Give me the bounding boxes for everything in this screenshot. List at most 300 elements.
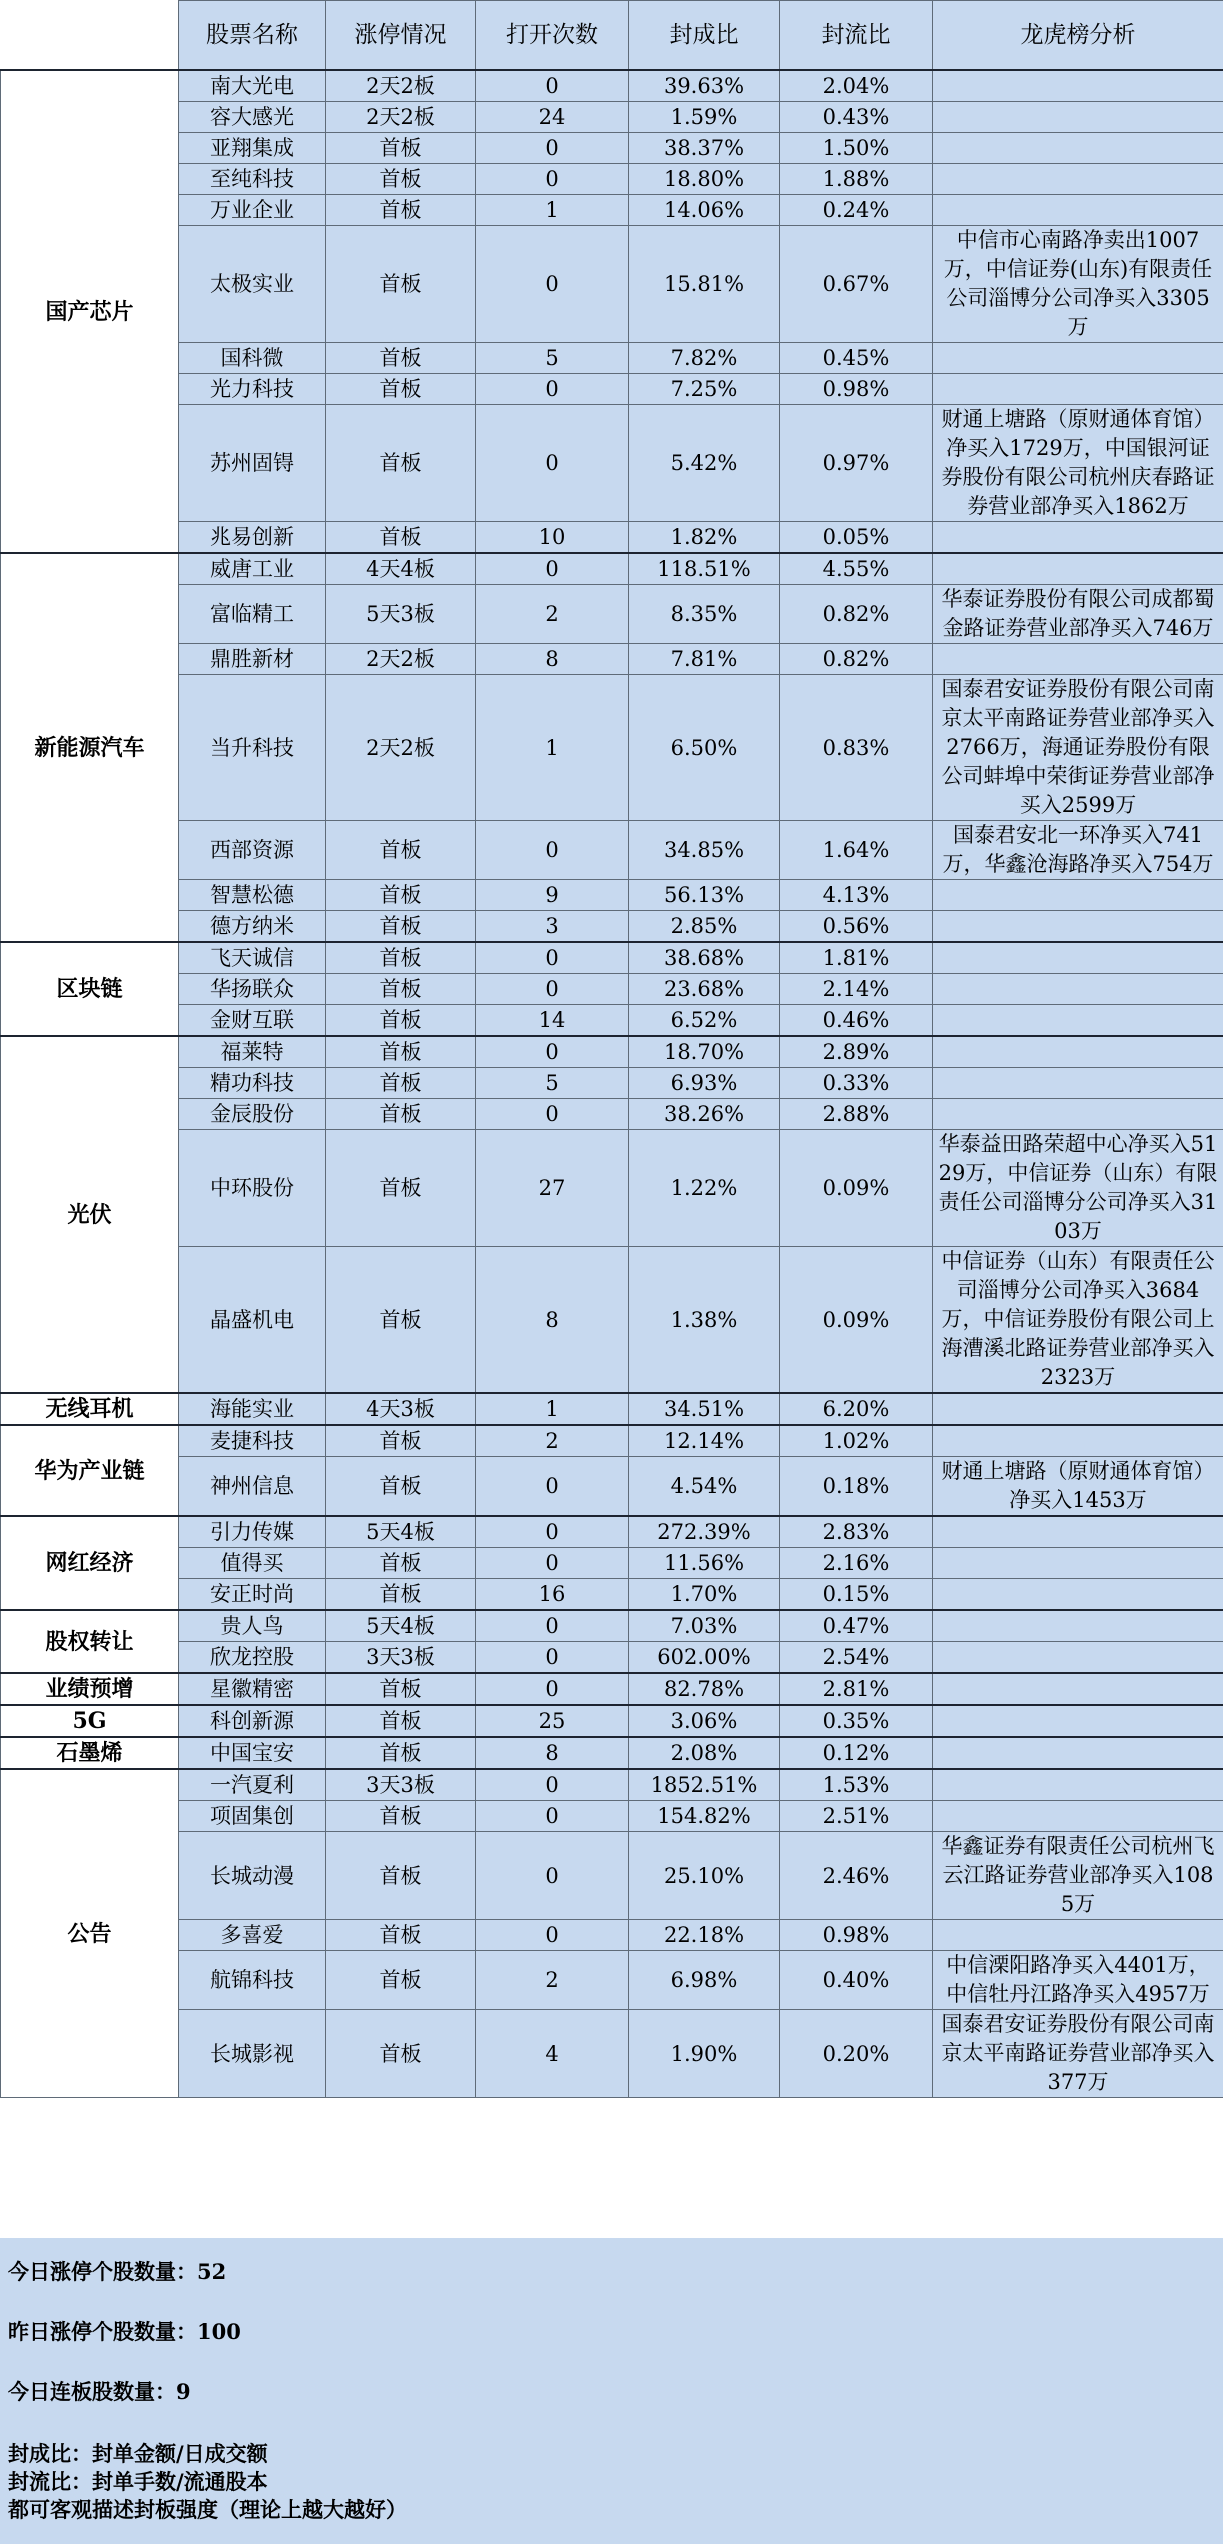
seal-float-cell: 1.50% [780, 133, 933, 164]
dragon-tiger-analysis-cell [933, 1579, 1223, 1611]
dragon-tiger-analysis-cell [933, 195, 1223, 226]
table-row [1, 1920, 1223, 1951]
dragon-tiger-analysis-cell: 中信证券（山东）有限责任公司淄博分公司净买入3684万，中信证券股份有限公司上海漕溪北路证券营业部净买入2323万 [933, 1247, 1223, 1394]
limit-status-cell: 首板 [326, 1673, 476, 1705]
stock-name-cell: 亚翔集成 [179, 133, 326, 164]
stock-name-cell: 富临精工 [179, 585, 326, 644]
seal-turnover-cell: 18.70% [629, 1036, 780, 1068]
open-count-cell: 0 [476, 1832, 629, 1920]
limit-status-cell: 5天4板 [326, 1610, 476, 1642]
sector-name-cell: 石墨烯 [1, 1737, 179, 1769]
table-row [1, 1099, 1223, 1130]
summary-footer [0, 2238, 1223, 2544]
seal-float-cell: 0.20% [780, 2010, 933, 2098]
stock-name-cell: 光力科技 [179, 374, 326, 405]
dragon-tiger-analysis-cell: 国泰君安北一环净买入741万，华鑫沧海路净买入754万 [933, 821, 1223, 880]
open-count-cell: 0 [476, 70, 629, 102]
limit-status-cell: 首板 [326, 1130, 476, 1247]
seal-float-cell: 0.24% [780, 195, 933, 226]
stock-name-cell: 兆易创新 [179, 522, 326, 554]
seal-turnover-cell: 7.25% [629, 374, 780, 405]
stock-name-cell: 麦捷科技 [179, 1425, 326, 1457]
table-row [1, 585, 1223, 644]
limit-status-cell: 首板 [326, 1801, 476, 1832]
open-count-cell: 10 [476, 522, 629, 554]
seal-turnover-cell: 12.14% [629, 1425, 780, 1457]
limit-status-cell: 首板 [326, 1548, 476, 1579]
open-count-cell: 0 [476, 974, 629, 1005]
table-row [1, 880, 1223, 911]
stock-name-cell: 苏州固锝 [179, 405, 326, 522]
seal-float-cell: 0.09% [780, 1130, 933, 1247]
seal-turnover-cell: 1.70% [629, 1579, 780, 1611]
limit-status-cell: 首板 [326, 1951, 476, 2010]
dragon-tiger-analysis-cell [933, 1920, 1223, 1951]
limit-status-cell: 首板 [326, 1005, 476, 1037]
seal-float-cell: 1.81% [780, 942, 933, 974]
dragon-tiger-analysis-cell [933, 374, 1223, 405]
seal-turnover-cell: 1.59% [629, 102, 780, 133]
open-count-cell: 0 [476, 1099, 629, 1130]
open-count-cell: 2 [476, 1951, 629, 2010]
limit-status-cell: 2天2板 [326, 70, 476, 102]
dragon-tiger-analysis-cell: 中信溧阳路净买入4401万，中信牡丹江路净买入4957万 [933, 1951, 1223, 2010]
stock-name-cell: 贵人鸟 [179, 1610, 326, 1642]
seal-float-cell: 0.40% [780, 1951, 933, 2010]
seal-float-cell: 0.45% [780, 343, 933, 374]
seal-float-cell: 4.13% [780, 880, 933, 911]
seal-turnover-cell: 7.82% [629, 343, 780, 374]
open-count-cell: 1 [476, 1393, 629, 1425]
open-count-cell: 27 [476, 1130, 629, 1247]
limit-status-cell: 3天3板 [326, 1769, 476, 1801]
table-row [1, 1642, 1223, 1674]
stock-name-cell: 威唐工业 [179, 553, 326, 585]
dragon-tiger-analysis-cell [933, 1548, 1223, 1579]
open-count-cell: 2 [476, 585, 629, 644]
open-count-cell: 0 [476, 405, 629, 522]
dragon-tiger-analysis-cell [933, 1005, 1223, 1037]
dragon-tiger-analysis-cell [933, 1068, 1223, 1099]
dragon-tiger-analysis-cell [933, 102, 1223, 133]
dragon-tiger-analysis-cell [933, 1705, 1223, 1737]
seal-turnover-cell: 6.98% [629, 1951, 780, 2010]
dragon-tiger-analysis-cell [933, 70, 1223, 102]
open-count-cell: 0 [476, 942, 629, 974]
dragon-tiger-analysis-cell: 中信市心南路净卖出1007万，中信证券(山东)有限责任公司淄博分公司净买入3305万 [933, 226, 1223, 343]
seal-float-cell: 0.97% [780, 405, 933, 522]
dragon-tiger-analysis-cell [933, 911, 1223, 943]
dragon-tiger-analysis-cell: 国泰君安证券股份有限公司南京太平南路证券营业部净买入2766万，海通证券股份有限公司蚌埠中荣街证券营业部净买入2599万 [933, 675, 1223, 821]
seal-turnover-cell: 154.82% [629, 1801, 780, 1832]
seal-float-cell: 0.82% [780, 585, 933, 644]
seal-turnover-cell: 8.35% [629, 585, 780, 644]
limit-status-cell: 首板 [326, 1247, 476, 1394]
yesterday-limit-up-count: 昨日涨停个股数量：100 [8, 2319, 241, 2344]
open-count-cell: 0 [476, 164, 629, 195]
seal-turnover-cell: 39.63% [629, 70, 780, 102]
dragon-tiger-analysis-cell [933, 1673, 1223, 1705]
limit-status-cell: 首板 [326, 942, 476, 974]
open-count-cell: 0 [476, 1548, 629, 1579]
stock-name-cell: 航锦科技 [179, 1951, 326, 2010]
dragon-tiger-analysis-cell [933, 880, 1223, 911]
strength-note: 都可客观描述封板强度（理论上越大越好） [8, 2497, 407, 2522]
seal-turnover-cell: 38.37% [629, 133, 780, 164]
stock-name-cell: 星徽精密 [179, 1673, 326, 1705]
stock-name-cell: 金财互联 [179, 1005, 326, 1037]
table-row [1, 821, 1223, 880]
seal-turnover-cell: 7.03% [629, 1610, 780, 1642]
sector-name-cell: 5G [1, 1705, 179, 1737]
dragon-tiger-analysis-cell [933, 942, 1223, 974]
table-row [1, 644, 1223, 675]
open-count-cell: 1 [476, 675, 629, 821]
table-row [1, 1737, 1223, 1769]
table-row [1, 1036, 1223, 1068]
col-header-seal-float-ratio: 封流比 [780, 1, 933, 71]
seal-turnover-cell: 272.39% [629, 1516, 780, 1548]
seal-float-cell: 2.83% [780, 1516, 933, 1548]
open-count-cell: 14 [476, 1005, 629, 1037]
seal-float-cell: 2.88% [780, 1099, 933, 1130]
stock-name-cell: 太极实业 [179, 226, 326, 343]
table-row [1, 974, 1223, 1005]
seal-turnover-cell: 23.68% [629, 974, 780, 1005]
limit-status-cell: 5天4板 [326, 1516, 476, 1548]
stock-name-cell: 神州信息 [179, 1457, 326, 1517]
stock-name-cell: 精功科技 [179, 1068, 326, 1099]
limit-status-cell: 首板 [326, 1832, 476, 1920]
limit-status-cell: 首板 [326, 164, 476, 195]
seal-float-cell: 4.55% [780, 553, 933, 585]
seal-turnover-cell: 1.82% [629, 522, 780, 554]
stock-name-cell: 国科微 [179, 343, 326, 374]
dragon-tiger-analysis-cell [933, 1036, 1223, 1068]
dragon-tiger-analysis-cell [933, 1099, 1223, 1130]
stock-name-cell: 安正时尚 [179, 1579, 326, 1611]
dragon-tiger-analysis-cell [933, 522, 1223, 554]
open-count-cell: 5 [476, 1068, 629, 1099]
stock-name-cell: 长城影视 [179, 2010, 326, 2098]
limit-status-cell: 2天2板 [326, 675, 476, 821]
limit-status-cell: 首板 [326, 974, 476, 1005]
seal-float-cell: 0.56% [780, 911, 933, 943]
dragon-tiger-analysis-cell [933, 1610, 1223, 1642]
table-row [1, 133, 1223, 164]
seal-float-cell: 2.04% [780, 70, 933, 102]
seal-float-cell: 0.46% [780, 1005, 933, 1037]
open-count-cell: 0 [476, 1769, 629, 1801]
seal-turnover-cell: 6.50% [629, 675, 780, 821]
seal-turnover-cell: 15.81% [629, 226, 780, 343]
limit-status-cell: 首板 [326, 374, 476, 405]
seal-turnover-cell: 7.81% [629, 644, 780, 675]
table-row [1, 675, 1223, 821]
dragon-tiger-analysis-cell [933, 1516, 1223, 1548]
stock-name-cell: 金辰股份 [179, 1099, 326, 1130]
seal-turnover-cell: 25.10% [629, 1832, 780, 1920]
col-header-seal-turnover-ratio: 封成比 [629, 1, 780, 71]
seal-float-cell: 2.51% [780, 1801, 933, 1832]
limit-status-cell: 首板 [326, 226, 476, 343]
open-count-cell: 9 [476, 880, 629, 911]
table-row [1, 1832, 1223, 1920]
today-limit-up-count: 今日涨停个股数量：52 [8, 2259, 227, 2284]
stock-name-cell: 欣龙控股 [179, 1642, 326, 1674]
dragon-tiger-analysis-cell: 华泰证券股份有限公司成都蜀金路证券营业部净买入746万 [933, 585, 1223, 644]
table-row [1, 226, 1223, 343]
stock-name-cell: 福莱特 [179, 1036, 326, 1068]
seal-float-cell: 1.53% [780, 1769, 933, 1801]
seal-float-cell: 1.88% [780, 164, 933, 195]
table-row [1, 1769, 1223, 1801]
sector-name-cell: 光伏 [1, 1036, 179, 1393]
limit-status-cell: 首板 [326, 1920, 476, 1951]
table-row [1, 911, 1223, 943]
limit-status-cell: 首板 [326, 1425, 476, 1457]
stock-name-cell: 南大光电 [179, 70, 326, 102]
table-row [1, 1579, 1223, 1611]
table-row [1, 195, 1223, 226]
sector-name-cell: 无线耳机 [1, 1393, 179, 1425]
stock-name-cell: 智慧松德 [179, 880, 326, 911]
open-count-cell: 0 [476, 553, 629, 585]
sector-name-cell: 网红经济 [1, 1516, 179, 1610]
table-row [1, 374, 1223, 405]
limit-status-cell: 首板 [326, 2010, 476, 2098]
stock-name-cell: 飞天诚信 [179, 942, 326, 974]
stock-name-cell: 值得买 [179, 1548, 326, 1579]
stock-name-cell: 德方纳米 [179, 911, 326, 943]
stock-name-cell: 多喜爱 [179, 1920, 326, 1951]
seal-float-definition: 封流比：封单手数/流通股本 [8, 2469, 268, 2494]
seal-float-cell: 2.81% [780, 1673, 933, 1705]
seal-float-cell: 0.47% [780, 1610, 933, 1642]
limit-status-cell: 3天3板 [326, 1642, 476, 1674]
seal-float-cell: 0.98% [780, 1920, 933, 1951]
open-count-cell: 0 [476, 1457, 629, 1517]
open-count-cell: 2 [476, 1425, 629, 1457]
table-row [1, 942, 1223, 974]
seal-turnover-cell: 3.06% [629, 1705, 780, 1737]
seal-float-cell: 1.02% [780, 1425, 933, 1457]
open-count-cell: 4 [476, 2010, 629, 2098]
table-row [1, 1005, 1223, 1037]
col-header-open-count: 打开次数 [476, 1, 629, 71]
open-count-cell: 0 [476, 374, 629, 405]
seal-turnover-cell: 6.93% [629, 1068, 780, 1099]
stock-name-cell: 至纯科技 [179, 164, 326, 195]
seal-turnover-cell: 22.18% [629, 1920, 780, 1951]
seal-turnover-cell: 1.90% [629, 2010, 780, 2098]
open-count-cell: 8 [476, 644, 629, 675]
seal-float-cell: 2.46% [780, 1832, 933, 1920]
sector-name-cell: 股权转让 [1, 1610, 179, 1673]
seal-float-cell: 0.98% [780, 374, 933, 405]
table-row [1, 1548, 1223, 1579]
table-row [1, 1425, 1223, 1457]
seal-float-cell: 2.89% [780, 1036, 933, 1068]
stock-name-cell: 华扬联众 [179, 974, 326, 1005]
open-count-cell: 16 [476, 1579, 629, 1611]
table-row [1, 1610, 1223, 1642]
limit-status-cell: 首板 [326, 1068, 476, 1099]
sector-name-cell: 区块链 [1, 942, 179, 1036]
limit-status-cell: 首板 [326, 133, 476, 164]
table-row [1, 522, 1223, 554]
consecutive-limit-up-count: 今日连板股数量：9 [8, 2379, 191, 2404]
dragon-tiger-analysis-cell [933, 1769, 1223, 1801]
sector-name-cell: 新能源汽车 [1, 553, 179, 942]
seal-turnover-cell: 56.13% [629, 880, 780, 911]
open-count-cell: 0 [476, 1036, 629, 1068]
seal-turnover-cell: 18.80% [629, 164, 780, 195]
open-count-cell: 25 [476, 1705, 629, 1737]
table-row [1, 405, 1223, 522]
table-row [1, 102, 1223, 133]
table-row [1, 1516, 1223, 1548]
seal-turnover-cell: 4.54% [629, 1457, 780, 1517]
seal-turnover-cell: 602.00% [629, 1642, 780, 1674]
dragon-tiger-analysis-cell: 财通上塘路（原财通体育馆）净买入1453万 [933, 1457, 1223, 1517]
dragon-tiger-analysis-cell [933, 1801, 1223, 1832]
sector-name-cell: 公告 [1, 1769, 179, 2098]
seal-turnover-cell: 82.78% [629, 1673, 780, 1705]
open-count-cell: 0 [476, 821, 629, 880]
col-header-dragon-tiger-analysis: 龙虎榜分析 [933, 1, 1223, 71]
stock-name-cell: 长城动漫 [179, 1832, 326, 1920]
table-row [1, 1705, 1223, 1737]
sector-name-cell: 业绩预增 [1, 1673, 179, 1705]
stock-name-cell: 中国宝安 [179, 1737, 326, 1769]
seal-float-cell: 0.15% [780, 1579, 933, 1611]
seal-float-cell: 0.18% [780, 1457, 933, 1517]
limit-status-cell: 5天3板 [326, 585, 476, 644]
table-row [1, 1393, 1223, 1425]
stock-name-cell: 晶盛机电 [179, 1247, 326, 1394]
table-body [1, 70, 1223, 2098]
seal-float-cell: 0.12% [780, 1737, 933, 1769]
seal-turnover-cell: 38.26% [629, 1099, 780, 1130]
limit-status-cell: 2天2板 [326, 644, 476, 675]
seal-turnover-cell: 2.08% [629, 1737, 780, 1769]
limit-status-cell: 首板 [326, 880, 476, 911]
seal-turnover-cell: 14.06% [629, 195, 780, 226]
limit-status-cell: 首板 [326, 522, 476, 554]
seal-float-cell: 0.33% [780, 1068, 933, 1099]
open-count-cell: 8 [476, 1737, 629, 1769]
seal-float-cell: 1.64% [780, 821, 933, 880]
limit-status-cell: 首板 [326, 821, 476, 880]
stock-name-cell: 当升科技 [179, 675, 326, 821]
dragon-tiger-analysis-cell [933, 133, 1223, 164]
limit-status-cell: 2天2板 [326, 102, 476, 133]
table-row [1, 1951, 1223, 2010]
seal-turnover-definition: 封成比：封单金额/日成交额 [8, 2441, 268, 2466]
stock-name-cell: 海能实业 [179, 1393, 326, 1425]
seal-float-cell: 2.16% [780, 1548, 933, 1579]
stock-name-cell: 引力传媒 [179, 1516, 326, 1548]
dragon-tiger-analysis-cell [933, 553, 1223, 585]
seal-turnover-cell: 38.68% [629, 942, 780, 974]
limit-status-cell: 首板 [326, 405, 476, 522]
seal-turnover-cell: 1852.51% [629, 1769, 780, 1801]
dragon-tiger-analysis-cell [933, 164, 1223, 195]
table-row [1, 1457, 1223, 1517]
limit-status-cell: 首板 [326, 1099, 476, 1130]
header-row [1, 1, 1223, 71]
open-count-cell: 0 [476, 226, 629, 343]
seal-turnover-cell: 1.38% [629, 1247, 780, 1394]
seal-turnover-cell: 11.56% [629, 1548, 780, 1579]
dragon-tiger-analysis-cell [933, 343, 1223, 374]
dragon-tiger-analysis-cell: 华泰益田路荣超中心净买入5129万，中信证券（山东）有限责任公司淄博分公司净买入3103万 [933, 1130, 1223, 1247]
dragon-tiger-analysis-cell [933, 1737, 1223, 1769]
limit-status-cell: 首板 [326, 911, 476, 943]
seal-float-cell: 2.54% [780, 1642, 933, 1674]
seal-turnover-cell: 34.51% [629, 1393, 780, 1425]
table-row [1, 2010, 1223, 2098]
limit-status-cell: 首板 [326, 1705, 476, 1737]
seal-float-cell: 0.05% [780, 522, 933, 554]
table-row [1, 1068, 1223, 1099]
dragon-tiger-analysis-cell: 国泰君安证券股份有限公司南京太平南路证券营业部净买入377万 [933, 2010, 1223, 2098]
stock-name-cell: 万业企业 [179, 195, 326, 226]
open-count-cell: 0 [476, 1516, 629, 1548]
seal-float-cell: 0.43% [780, 102, 933, 133]
seal-turnover-cell: 5.42% [629, 405, 780, 522]
table-row [1, 343, 1223, 374]
open-count-cell: 0 [476, 1642, 629, 1674]
seal-turnover-cell: 6.52% [629, 1005, 780, 1037]
sector-name-cell: 国产芯片 [1, 70, 179, 553]
stock-name-cell: 鼎胜新材 [179, 644, 326, 675]
table-row [1, 1247, 1223, 1394]
table-row [1, 1673, 1223, 1705]
stock-name-cell: 西部资源 [179, 821, 326, 880]
seal-float-cell: 6.20% [780, 1393, 933, 1425]
limit-status-cell: 4天4板 [326, 553, 476, 585]
corner-cell [1, 1, 179, 71]
table-row [1, 1130, 1223, 1247]
dragon-tiger-analysis-cell [933, 644, 1223, 675]
open-count-cell: 3 [476, 911, 629, 943]
col-header-limit-status: 涨停情况 [326, 1, 476, 71]
limit-status-cell: 首板 [326, 1036, 476, 1068]
dragon-tiger-analysis-cell [933, 1393, 1223, 1425]
open-count-cell: 0 [476, 1801, 629, 1832]
stock-name-cell: 中环股份 [179, 1130, 326, 1247]
limit-status-cell: 首板 [326, 343, 476, 374]
dragon-tiger-analysis-cell [933, 1642, 1223, 1674]
seal-float-cell: 0.82% [780, 644, 933, 675]
open-count-cell: 8 [476, 1247, 629, 1394]
seal-float-cell: 2.14% [780, 974, 933, 1005]
table-row [1, 164, 1223, 195]
seal-float-cell: 0.83% [780, 675, 933, 821]
col-header-stock-name: 股票名称 [179, 1, 326, 71]
open-count-cell: 0 [476, 133, 629, 164]
open-count-cell: 24 [476, 102, 629, 133]
table-row [1, 70, 1223, 102]
seal-turnover-cell: 118.51% [629, 553, 780, 585]
table-row [1, 1801, 1223, 1832]
seal-turnover-cell: 34.85% [629, 821, 780, 880]
stock-name-cell: 容大感光 [179, 102, 326, 133]
open-count-cell: 0 [476, 1610, 629, 1642]
seal-turnover-cell: 1.22% [629, 1130, 780, 1247]
